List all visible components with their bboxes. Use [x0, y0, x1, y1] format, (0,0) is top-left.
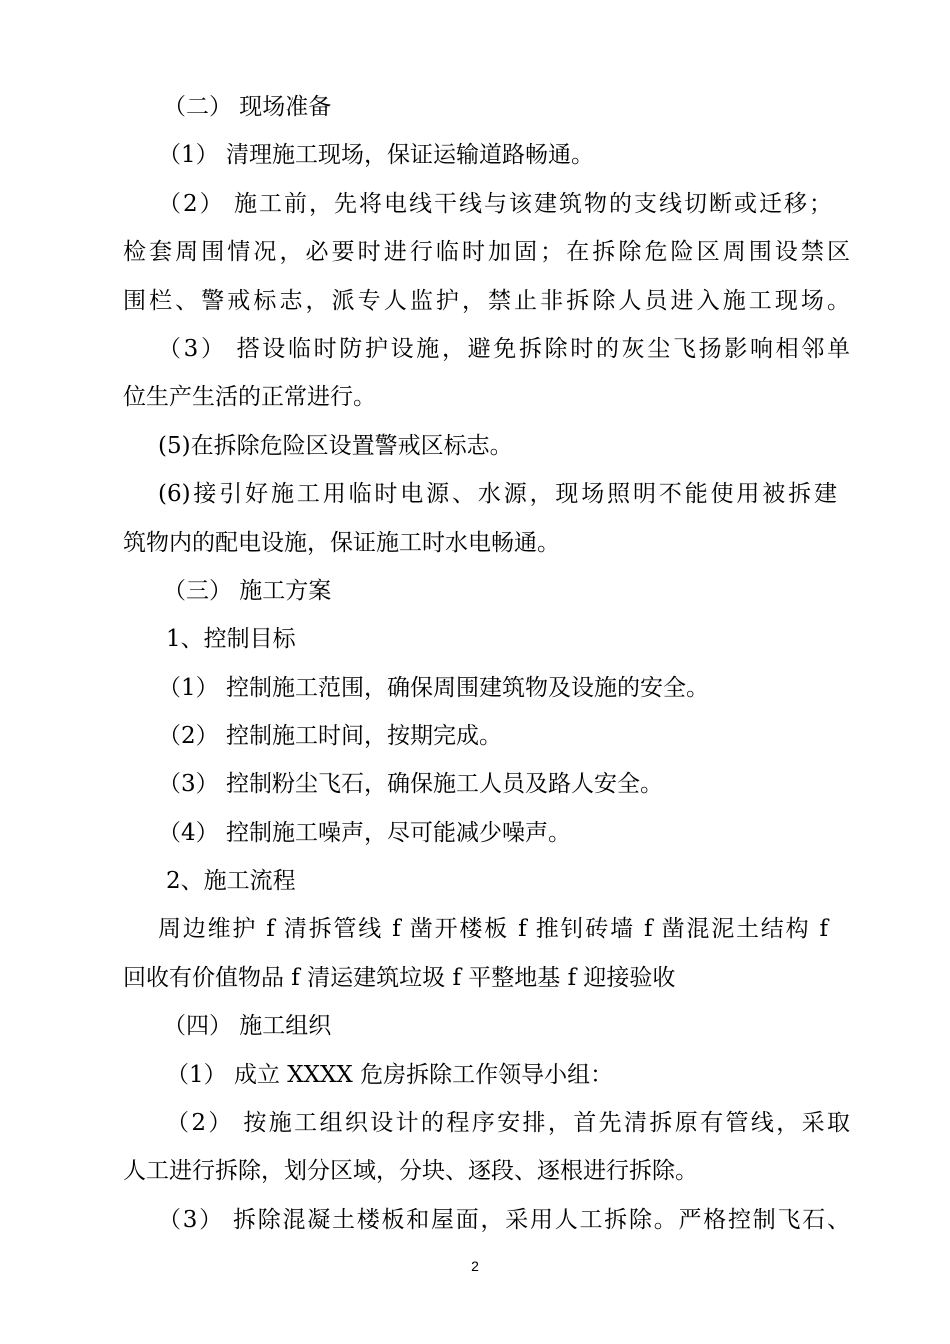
- paragraph-line: （2） 施工前，先将电线干线与该建筑物的支线切断或迁移；: [158, 191, 832, 217]
- subsection-heading-control-targets: 1、控制目标: [166, 626, 296, 652]
- section-heading-site-preparation: （二） 现场准备: [163, 94, 332, 120]
- subsection-heading-construction-flow: 2、施工流程: [166, 868, 296, 894]
- paragraph-line: 筑物内的配电设施，保证施工时水电畅通。: [123, 530, 560, 556]
- paragraph-line: 位生产生活的正常进行。: [123, 384, 376, 410]
- list-item: （2） 控制施工时间，按期完成。: [158, 723, 502, 749]
- list-item: （1） 成立 XXXX 危房拆除工作领导小组：: [166, 1062, 614, 1088]
- paragraph-line: （3） 搭设临时防护设施，避免拆除时的灰尘飞扬影响相邻单: [158, 336, 850, 362]
- page-number: 2: [471, 1258, 479, 1274]
- flow-line: 回收有价值物品 f 清运建筑垃圾 f 平整地基 f 迎接验收: [123, 965, 676, 991]
- section-heading-construction-plan: （三） 施工方案: [163, 578, 332, 604]
- flow-line: 周边维护 f 清拆管线 f 凿开楼板 f 推钊砖墙 f 凿混泥土结构 f: [158, 916, 828, 942]
- paragraph-line: (6)接引好施工用临时电源、水源，现场照明不能使用被拆建: [158, 481, 837, 507]
- section-heading-construction-organization: （四） 施工组织: [163, 1013, 332, 1039]
- list-item: （2） 按施工组织设计的程序安排，首先清拆原有管线，采取: [166, 1110, 850, 1136]
- paragraph-line: (5)在拆除危险区设置警戒区标志。: [158, 433, 513, 459]
- paragraph-line: 人工进行拆除，划分区域，分块、逐段、逐根进行拆除。: [123, 1158, 698, 1184]
- list-item: （3） 拆除混凝土楼板和屋面，采用人工拆除。严格控制飞石、: [158, 1207, 850, 1233]
- paragraph-line: 检套周围情况，必要时进行临时加固；在拆除危险区周围设禁区: [123, 239, 850, 265]
- list-item: （3） 控制粉尘飞石，确保施工人员及路人安全。: [158, 771, 663, 797]
- list-item: （4） 控制施工噪声，尽可能减少噪声。: [158, 820, 571, 846]
- list-item: （1） 控制施工范围，确保周围建筑物及设施的安全。: [158, 675, 709, 701]
- paragraph-line: 围栏、警戒标志，派专人监护，禁止非拆除人员进入施工现场。: [123, 288, 850, 314]
- paragraph-line: （1） 清理施工现场，保证运输道路畅通。: [158, 142, 594, 168]
